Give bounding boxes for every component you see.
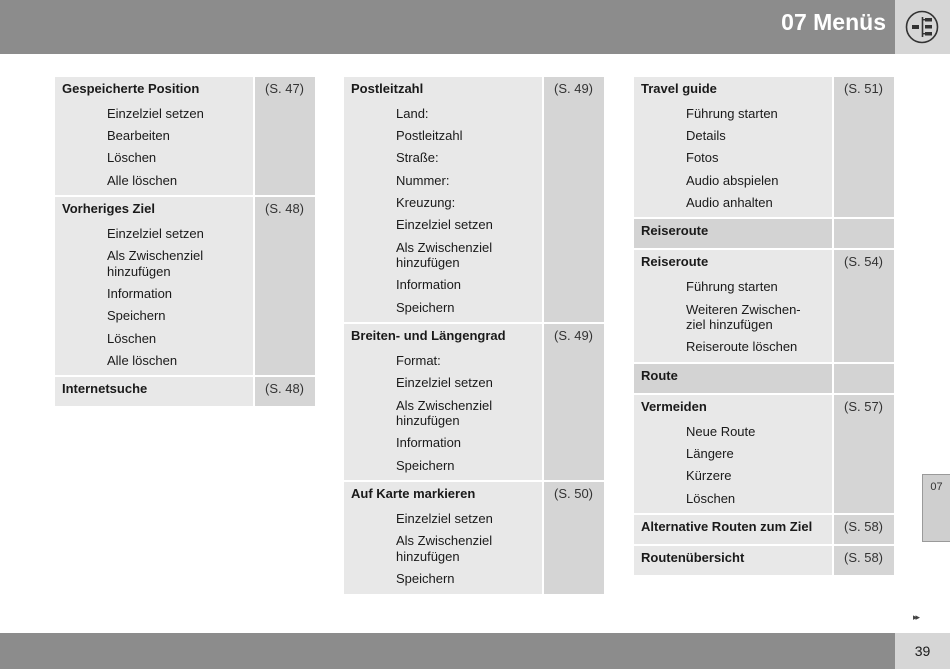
- menu-section-body: [634, 364, 834, 393]
- menu-item: Format:: [396, 352, 441, 368]
- menu-section: [344, 482, 606, 595]
- menu-item: Speichern: [107, 308, 166, 324]
- menu-column-1: [55, 77, 317, 408]
- menu-section-body: [344, 77, 544, 322]
- menu-item: Als Zwischenziel hinzufügen: [107, 248, 204, 279]
- page-reference: (S. 47): [255, 77, 315, 195]
- menu-item: Einzelziel setzen: [396, 375, 493, 391]
- menu-item: Löschen: [686, 490, 736, 506]
- menu-item: Als Zwischenziel hinzufügen: [396, 533, 493, 564]
- header-icon-box: [895, 0, 950, 54]
- menu-section-title: Alternative Routen zum Ziel: [641, 519, 813, 535]
- page-number: 39: [895, 633, 950, 669]
- menu-section-body: [344, 482, 544, 593]
- menu-section: [634, 364, 896, 395]
- menu-section: [344, 77, 606, 324]
- menu-item: Audio anhalten: [686, 194, 773, 210]
- menu-section-title: Reiseroute: [641, 223, 709, 239]
- menu-item: Speichern: [396, 457, 455, 473]
- menu-section-title: Postleitzahl: [351, 81, 424, 96]
- menu-section-title: Reiseroute: [641, 254, 709, 270]
- menu-section-title: Travel guide: [641, 81, 717, 96]
- menu-section: [634, 250, 896, 363]
- menu-section: [634, 546, 896, 577]
- menu-section: [344, 324, 606, 482]
- menu-item: Einzelziel setzen: [107, 105, 204, 121]
- menu-item: Speichern: [396, 299, 455, 315]
- chapter-tab[interactable]: 07: [922, 474, 950, 542]
- menu-item: Speichern: [396, 571, 455, 587]
- next-page-indicator: ▸▸: [913, 612, 919, 622]
- page-reference: (S. 50): [544, 482, 604, 593]
- page-reference: (S. 58): [834, 515, 894, 544]
- menu-item: Straße:: [396, 150, 439, 166]
- header-bar: [0, 0, 895, 54]
- menu-section: [634, 219, 896, 250]
- menu-section-body: [634, 546, 834, 575]
- menu-item: Land:: [396, 105, 429, 121]
- menu-section: [634, 395, 896, 515]
- menu-section-title: Gespeicherte Position: [62, 81, 200, 96]
- menu-section-title: Breiten- und Längengrad: [351, 328, 506, 344]
- menu-item: Längere: [686, 445, 734, 461]
- menu-item: Führung starten: [686, 105, 778, 121]
- menu-section-body: [344, 324, 544, 480]
- menu-item: Details: [686, 128, 726, 144]
- menu-section-body: [634, 515, 834, 544]
- page-reference: (S. 51): [834, 77, 894, 217]
- menu-item: Als Zwischenziel hinzufügen: [396, 239, 493, 271]
- page-reference: (S. 57): [834, 395, 894, 513]
- page-reference: (S. 48): [255, 197, 315, 375]
- page-reference: [834, 219, 894, 248]
- footer-bar: [0, 633, 895, 669]
- menu-item: Information: [396, 435, 462, 451]
- menu-item: Löschen: [107, 150, 157, 166]
- menu-section: [55, 197, 317, 377]
- page-reference: [834, 364, 894, 393]
- menu-section: [55, 77, 317, 197]
- menu-item: Führung starten: [686, 279, 778, 295]
- menu-section: [55, 377, 317, 408]
- menu-section-body: [55, 77, 255, 195]
- menu-item: Alle löschen: [107, 352, 178, 368]
- menu-column-2: [344, 77, 606, 596]
- menu-item: Weiteren Zwischen-ziel hinzufügen: [686, 301, 801, 333]
- navigation-menu-icon: [905, 10, 939, 44]
- page-reference: (S. 49): [544, 324, 604, 480]
- menu-section-body: [55, 377, 255, 406]
- menu-item: Neue Route: [686, 423, 756, 439]
- menu-section: [634, 515, 896, 546]
- menu-item: Löschen: [107, 330, 157, 346]
- menu-section-body: [55, 197, 255, 375]
- menu-section-title: Auf Karte markieren: [351, 486, 476, 502]
- menu-section-title: Internetsuche: [62, 381, 148, 397]
- menu-section: [634, 77, 896, 219]
- page-reference: (S. 54): [834, 250, 894, 361]
- menu-item: Kreuzung:: [396, 194, 456, 210]
- menu-item: Als Zwischenziel hinzufügen: [396, 397, 493, 429]
- page-reference: (S. 58): [834, 546, 894, 575]
- menu-item: Kürzere: [686, 468, 732, 484]
- menu-section-body: [634, 77, 834, 217]
- menu-section-title: Route: [641, 367, 678, 383]
- menu-column-3: [634, 77, 896, 577]
- menu-item: Einzelziel setzen: [107, 225, 204, 241]
- menu-section-title: Vorheriges Ziel: [62, 201, 155, 217]
- menu-item: Bearbeiten: [107, 128, 170, 144]
- menu-section-title: Vermeiden: [641, 398, 707, 414]
- menu-item: Einzelziel setzen: [396, 510, 493, 526]
- menu-item: Alle löschen: [107, 172, 178, 188]
- menu-section-body: [634, 250, 834, 361]
- menu-item: Information: [396, 277, 462, 293]
- menu-item: Fotos: [686, 150, 719, 166]
- menu-item: Audio abspielen: [686, 172, 779, 188]
- menu-item: Nummer:: [396, 172, 450, 188]
- menu-section-title: Routenübersicht: [641, 550, 745, 566]
- menu-item: Reiseroute löschen: [686, 339, 798, 355]
- menu-item: Einzelziel setzen: [396, 217, 493, 233]
- menu-item: Postleitzahl: [396, 128, 463, 144]
- menu-item: Information: [107, 286, 173, 302]
- menu-section-body: [634, 219, 834, 248]
- page-reference: (S. 48): [255, 377, 315, 406]
- page-title: 07 Menüs: [781, 9, 886, 35]
- menu-section-body: [634, 395, 834, 513]
- page-reference: (S. 49): [544, 77, 604, 322]
